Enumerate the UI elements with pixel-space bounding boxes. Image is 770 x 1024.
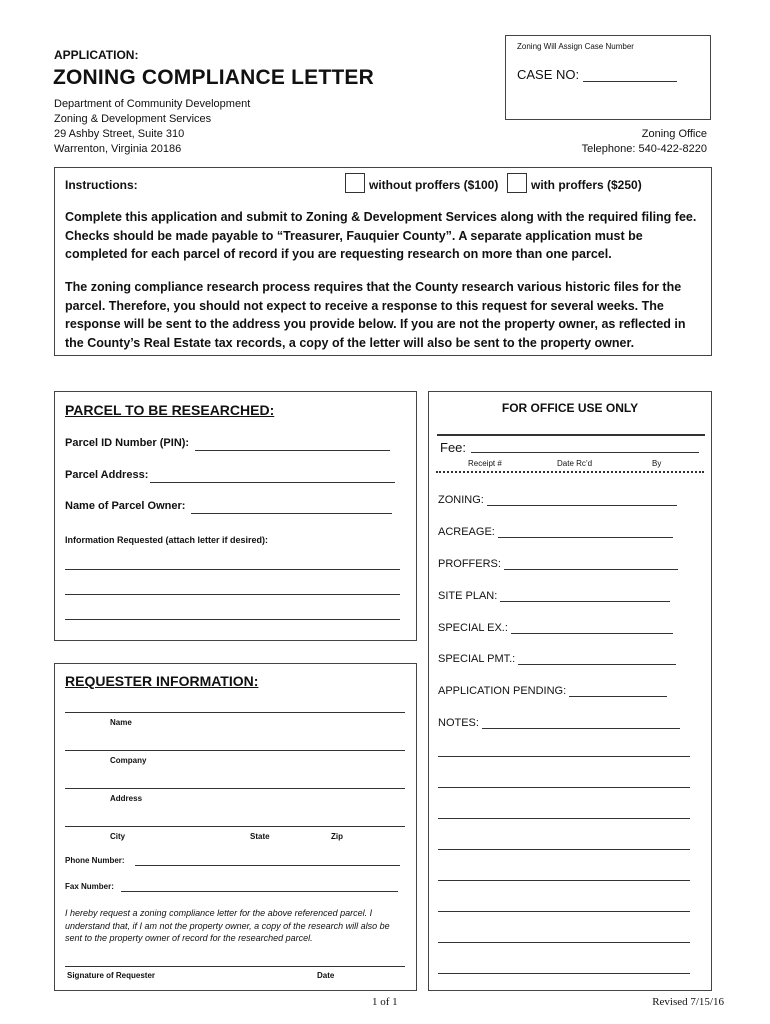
information-requested-line[interactable] <box>65 619 400 620</box>
information-requested-line[interactable] <box>65 569 400 570</box>
notes-line[interactable] <box>438 880 690 881</box>
department-address <box>54 97 250 157</box>
address-line: Warrenton, Virginia 20186 <box>54 143 182 155</box>
notes-line[interactable] <box>438 787 690 788</box>
special-ex-field[interactable] <box>511 621 673 634</box>
parcel-address-label: Parcel Address: <box>65 469 149 481</box>
signature-date-label: Date <box>317 971 335 980</box>
parcel-pin-field[interactable] <box>195 450 390 451</box>
special-pmt-field[interactable] <box>518 652 676 665</box>
address-line: 29 Ashby Street, Suite 310 <box>54 128 185 140</box>
case-number-note: Zoning Will Assign Case Number <box>517 42 634 51</box>
zoning-label: ZONING: <box>438 494 484 506</box>
notes-line[interactable] <box>438 911 690 912</box>
zoning-office-contact <box>582 127 707 157</box>
instructions-paragraph-1: Complete this application and submit to Zoning & Development Services along with the required filing fee. Checks should be made payable to “Treasurer, Fauquier County”. A separate application must be completed for each parcel of record if you are requesting research on more than one parcel. <box>65 210 697 261</box>
special-pmt-label: SPECIAL PMT.: <box>438 653 516 665</box>
requester-company-field[interactable] <box>65 750 405 751</box>
office-app-pending-row <box>438 684 667 697</box>
fee-field[interactable] <box>471 452 699 453</box>
office-phone: Telephone: 540-422-8220 <box>581 143 707 155</box>
application-pending-field[interactable] <box>569 684 667 697</box>
parcel-owner-label: Name of Parcel Owner: <box>65 500 186 512</box>
office-name: Zoning Office <box>641 128 707 140</box>
office-notes-row <box>438 716 680 729</box>
requester-city-state-zip-field[interactable] <box>65 826 405 827</box>
office-acreage-row <box>438 525 673 538</box>
parcel-owner-field[interactable] <box>191 513 392 514</box>
fee-divider <box>436 471 704 473</box>
received-by-label: By <box>652 459 662 468</box>
requester-address-label: Address <box>110 794 143 803</box>
office-use-heading: FOR OFFICE USE ONLY <box>501 401 639 415</box>
requester-name-label: Name <box>110 718 132 727</box>
notes-field[interactable] <box>482 716 680 729</box>
requester-phone-field[interactable] <box>135 865 400 866</box>
special-ex-label: SPECIAL EX.: <box>438 622 508 634</box>
application-label: APPLICATION: <box>54 48 139 62</box>
notes-line[interactable] <box>438 818 690 819</box>
parcel-pin-label: Parcel ID Number (PIN): <box>65 437 190 449</box>
revision-date: Revised 7/15/16 <box>652 996 724 1008</box>
requester-zip-label: Zip <box>331 832 343 841</box>
site-plan-field[interactable] <box>500 589 670 602</box>
parcel-address-field[interactable] <box>150 482 395 483</box>
address-line: Department of Community Development <box>54 98 251 110</box>
parcel-heading: PARCEL TO BE RESEARCHED: <box>65 402 275 418</box>
office-zoning-row <box>438 493 677 506</box>
case-number-label: CASE NO: <box>517 67 580 82</box>
page-title: ZONING COMPLIANCE LETTER <box>53 66 374 89</box>
without-proffers-label: without proffers ($100) <box>369 178 499 192</box>
page-number: 1 of 1 <box>372 996 398 1008</box>
without-proffers-checkbox[interactable] <box>345 173 365 193</box>
acreage-label: ACREAGE: <box>438 526 495 538</box>
case-number-field[interactable] <box>583 81 677 82</box>
instructions-paragraph-2: The zoning compliance research process requires that the County research various historic files for the parcel. Therefore, you should not expect to receive a response to this request for several weeks. The response will be sent to the address you provide below. If you are not the property owner, as reflected in the County’s Real Estate tax records, a copy of the letter will also be sent to the property owner. <box>65 280 686 350</box>
requester-address-field[interactable] <box>65 788 405 789</box>
information-requested-label: Information Requested (attach letter if desired): <box>65 535 269 545</box>
case-number-box <box>505 35 711 120</box>
office-special-ex-row <box>438 621 673 634</box>
site-plan-label: SITE PLAN: <box>438 590 498 602</box>
information-requested-line[interactable] <box>65 594 400 595</box>
fee-label: Fee: <box>440 440 467 455</box>
receipt-label: Receipt # <box>468 459 502 468</box>
signature-field[interactable] <box>65 966 405 967</box>
notes-line[interactable] <box>438 849 690 850</box>
office-proffers-row <box>438 557 678 570</box>
signature-label: Signature of Requester <box>67 971 156 980</box>
with-proffers-checkbox[interactable] <box>507 173 527 193</box>
application-pending-label: APPLICATION PENDING: <box>438 685 567 697</box>
certification-statement: I hereby request a zoning compliance letter for the above referenced parcel. I understand that, if I am not the property owner, a copy of the research will also be sent to the property owner of record for the researched parcel. <box>65 908 390 943</box>
requester-company-label: Company <box>110 756 147 765</box>
instructions-box <box>54 167 712 356</box>
date-received-label: Date Rc’d <box>557 459 593 468</box>
requester-state-label: State <box>250 832 270 841</box>
office-divider <box>437 434 705 436</box>
office-special-pmt-row <box>438 652 676 665</box>
proffers-label: PROFFERS: <box>438 558 501 570</box>
parcel-box <box>54 391 417 641</box>
office-site-plan-row <box>438 589 670 602</box>
requester-city-label: City <box>110 832 126 841</box>
with-proffers-label: with proffers ($250) <box>531 178 642 192</box>
notes-line[interactable] <box>438 756 690 757</box>
acreage-field[interactable] <box>498 525 673 538</box>
requester-fax-field[interactable] <box>121 891 398 892</box>
zoning-field[interactable] <box>487 493 677 506</box>
requester-name-field[interactable] <box>65 712 405 713</box>
notes-line[interactable] <box>438 942 690 943</box>
proffers-field[interactable] <box>504 557 678 570</box>
requester-heading: REQUESTER INFORMATION: <box>65 673 259 689</box>
requester-box <box>54 663 417 991</box>
address-line: Zoning & Development Services <box>54 113 212 125</box>
notes-line[interactable] <box>438 973 690 974</box>
notes-label: NOTES: <box>438 717 479 729</box>
requester-fax-label: Fax Number: <box>65 882 114 891</box>
requester-phone-label: Phone Number: <box>65 856 125 865</box>
instructions-label: Instructions: <box>65 178 138 192</box>
